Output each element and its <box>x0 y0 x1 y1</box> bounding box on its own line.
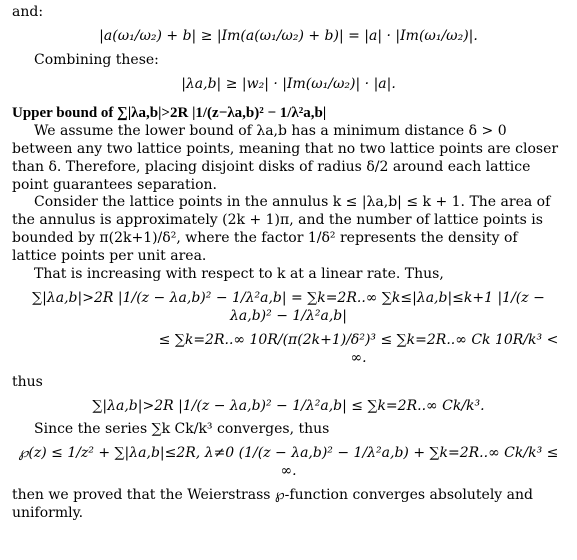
section-heading: Upper bound of ∑|λa,b|>2R |1/(z−λa,b)² − 1/λ²a,b| <box>12 104 327 121</box>
equation-weierstrass: ℘(z) ≤ 1/z² + ∑|λa,b|≤2R, λ≠0 (1/(z − λa,b)² − 1/λ²a,b) + ∑k=2R..∞ Ck/k³ ≤ ∞. <box>18 445 559 480</box>
conclusion-text: then we proved that the Weierstrass ℘-function converges absolutely and uniformly. <box>12 487 533 522</box>
paragraph-linear-rate: That is increasing with respect to k at a linear rate. Thus, <box>34 266 444 283</box>
paragraph-min-distance: We assume the lower bound of λa,b has a minimum distance δ > 0 between any two lattice points, meaning that no two lattice points are closer than δ. Therefore, placing disjoint disks of radius δ/2 around each lattice point guarantees separation. <box>12 122 559 193</box>
intro-text: and: <box>12 4 44 20</box>
thus-text: thus <box>12 373 43 390</box>
equation-lambda-bound: |λa,b| ≥ |w₂| · |Im(ω₁/ω₂)| · |a|. <box>181 75 396 92</box>
equation-thus: ∑|λa,b|>2R |1/(z − λa,b)² − 1/λ²a,b| ≤ ∑k=2R..∞ Ck/k³. <box>92 397 485 414</box>
since-text: Since the series ∑k Ck/k³ converges, thus <box>34 421 330 438</box>
paragraph-annulus: Consider the lattice points in the annulus k ≤ |λa,b| ≤ k + 1. The area of the annulus is approximately (2k + 1)π, and the number of lattice points is bounded by π(2k+1)/δ², where the factor 1/δ² represents the density of lattice points per unit area. <box>12 194 551 265</box>
combining-text: Combining these: <box>34 51 159 68</box>
equation-abs-bound: |a(ω₁/ω₂) + b| ≥ |Im(a(ω₁/ω₂) + b)| = |a| · |Im(ω₁/ω₂)|. <box>99 27 478 44</box>
equation-block-sum <box>12 290 565 368</box>
equation-sum-line-1: ∑|λa,b|>2R |1/(z − λa,b)² − 1/λ²a,b| = ∑k=2R..∞ ∑k≤|λa,b|≤k+1 |1/(z − λa,b)² − 1/λ²a,b| <box>32 289 545 324</box>
equation-sum-line-2: ≤ ∑k=2R..∞ 10R/(π(2k+1)/δ²)³ ≤ ∑k=2R..∞ Ck 10R/k³ < ∞. <box>158 331 559 366</box>
